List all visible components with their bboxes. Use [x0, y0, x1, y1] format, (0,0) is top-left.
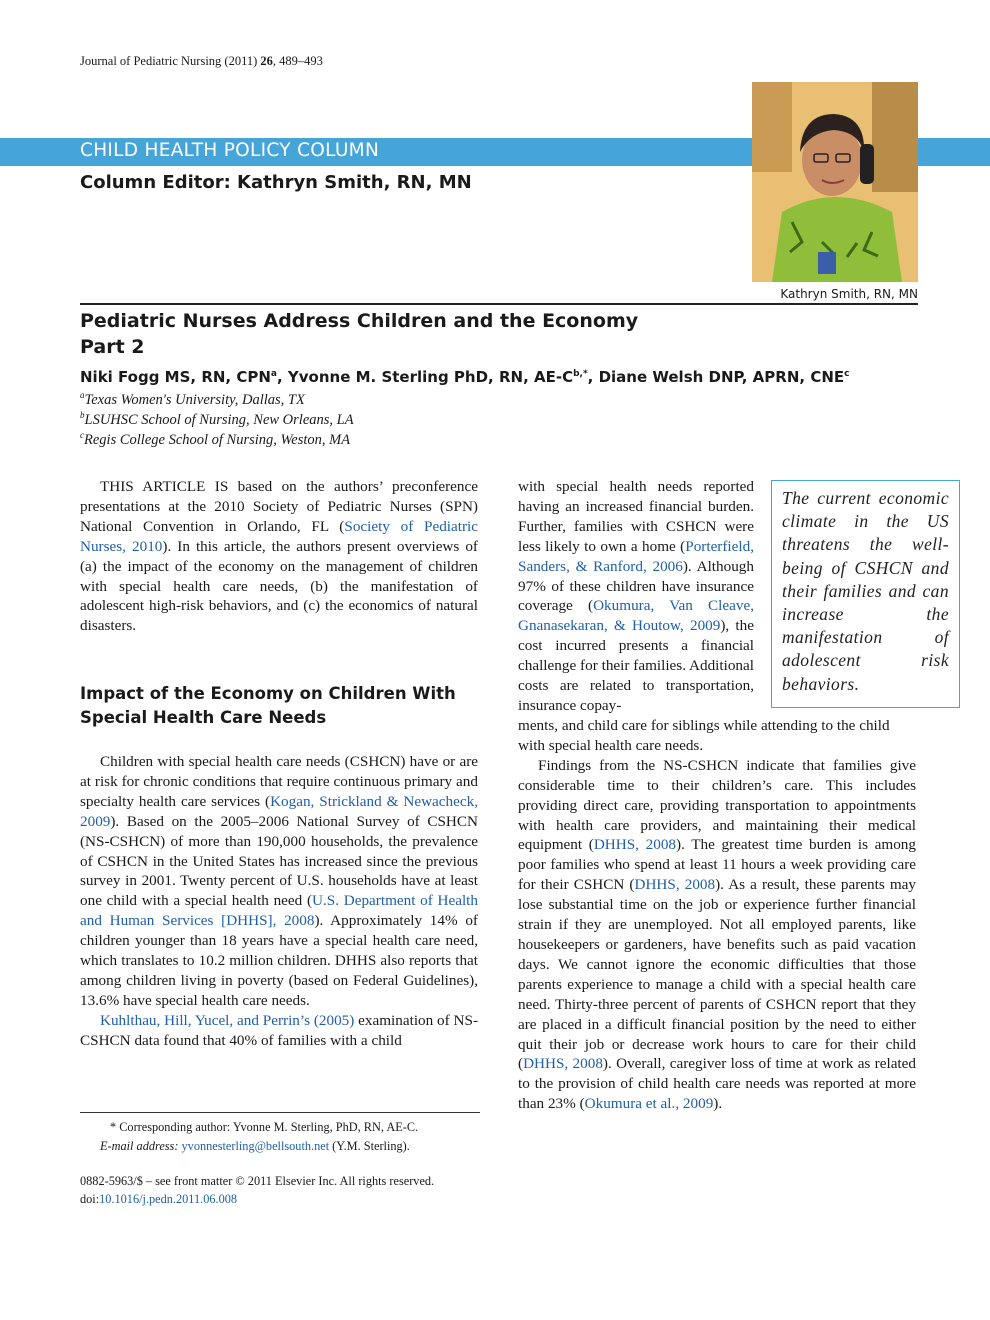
author-affil-mark: c — [844, 369, 850, 379]
body-left-column — [80, 752, 478, 1051]
journal-pages: , 489–493 — [272, 54, 323, 68]
pull-quote-box — [771, 480, 960, 708]
author-affil-mark: a — [270, 369, 277, 379]
article-title — [80, 308, 638, 360]
journal-name: Journal of Pediatric Nursing (2011) — [80, 54, 261, 68]
email-label: E-mail address: — [100, 1139, 182, 1153]
article-title-line2: Part 2 — [80, 336, 145, 358]
section-title: CHILD HEALTH POLICY COLUMN — [80, 140, 380, 161]
article-title-line1: Pediatric Nurses Address Children and the Economy — [80, 310, 639, 332]
pull-quote-text: The current economic climate in the US threatens the well-being of CSHCN and their families and can increase the manifestation of adolescent risk behaviors. — [782, 488, 949, 694]
text-run: examination of NS-CSHCN data found that 40% of families with a child — [80, 1011, 479, 1049]
citation-link[interactable]: U.S. Department of Health and Human Services [DHHS], 2008 — [80, 892, 478, 930]
doi-note — [80, 1192, 237, 1207]
text-run: THIS ARTICLE IS based on the authors’ preconference presentations at the 2010 Society of Pediatric Nurses (SPN) National Convention in Orlando, FL ( — [80, 478, 478, 535]
footnote-rule — [80, 1112, 480, 1113]
affiliation — [80, 432, 350, 449]
text-run: Findings from the NS-CSHCN indicate that families give considerable time to their children’s care. This includes providing direct care, providing transportation to appointments with health care providers, and maintaining their medical equipment ( — [518, 756, 916, 854]
corresponding-author-note: * Corresponding author: Yvonne M. Sterling, PhD, RN, AE-C. — [110, 1120, 419, 1134]
text-run: ), the cost incurred presents a financial challenge for their families. Additional costs are related to transportation, insurance copay- — [518, 617, 754, 714]
citation-link[interactable]: DHHS, 2008 — [523, 1055, 603, 1073]
body-right-column — [518, 716, 916, 1114]
header-rule — [80, 303, 918, 305]
text-run: ). Although 97% of these children have insurance coverage ( — [518, 557, 754, 615]
text-run: ). As a result, these parents may lose substantial time on the job or experience further financial strain if they are unemployed. Not all employed parents, like housekeepers or gardeners, have benefits such as paid vacation days. We cannot ignore the economic difficulties that those parents experience to manage a child with a special health care need. Thirty-three percent of parents of CSHCN report that they are placed in a difficult financial position by the need to either quit their job or decrease work hours to care for their child ( — [518, 876, 916, 1073]
affiliation — [80, 392, 305, 409]
email-suffix: (Y.M. Sterling). — [329, 1139, 410, 1153]
editor-photo — [752, 82, 918, 282]
author-list: Niki Fogg MS, RN, CPN$^a$, Yvonne M. Sterling PhD, RN, $AE-C^{b,*}$, Diane Welsh DNP, APRN, CNE$^c$ — [80, 368, 850, 386]
citation-link[interactable]: DHHS, 2008 — [593, 836, 677, 854]
column-editor: Column Editor: Kathryn Smith, RN, MN — [80, 172, 472, 193]
affil-mark: c — [80, 430, 84, 441]
text-run: ). In this article, the authors present overviews of (a) the impact of the economy on the management of children with special health care needs, (b) the manifestation of adolescent high-risk behaviors, and (c) the economics of natural disasters. — [80, 537, 478, 635]
affil-text: Texas Women's University, Dallas, TX — [84, 392, 305, 408]
affiliation — [80, 412, 354, 429]
text-run: Children with special health care needs (CSHCN) have or are at risk for chronic conditions that require continuous primary and specialty health care services ( — [80, 753, 478, 810]
doi-label: doi: — [80, 1192, 100, 1206]
body-right-column-narrow — [518, 477, 754, 716]
citation-link[interactable]: Society of Pediatric Nurses, 2010 — [80, 517, 479, 555]
citation-link[interactable]: Porterfield, Sanders, & Ranford, 2006 — [518, 537, 754, 575]
email-note — [100, 1139, 410, 1154]
intro-paragraph — [80, 477, 478, 636]
text-run: with special health needs reported having an increased financial burden. Further, families with CSHCN were less likely to own a home ( — [518, 478, 754, 555]
text-run: ). The greatest time burden is among poor families who spend at least 11 hours a week providing care for their CSHCN ( — [518, 836, 916, 894]
author-name: Yvonne M. Sterling PhD, RN, AE-C — [287, 368, 574, 386]
citation-link[interactable]: DHHS, 2008 — [634, 876, 716, 894]
section-heading-line2: Special Health Care Needs — [80, 708, 327, 727]
affil-mark: b — [80, 410, 85, 421]
author-affil-mark: b,* — [573, 369, 588, 379]
photo-caption: Kathryn Smith, RN, MN — [780, 287, 918, 301]
editor-portrait-image — [752, 82, 918, 282]
text-run: ments, and child care for siblings while attending to the child with special health care needs. — [518, 717, 890, 754]
text-run: ). Based on the 2005–2006 National Survey of CSHCN (NS-CSHCN) of more than 190,000 households, the prevalence of CSHCN in the United States has increased since the previous survey in 2001. Twenty percent of U.S. households have at least one child with a special health need ( — [80, 812, 478, 910]
affil-text: LSUHSC School of Nursing, New Orleans, LA — [84, 412, 354, 428]
journal-citation — [80, 54, 323, 69]
affil-text: Regis College School of Nursing, Weston, MA — [84, 432, 351, 448]
text-run: ). — [713, 1095, 723, 1113]
section-heading — [80, 682, 480, 730]
citation-link[interactable]: Kogan, Strickland & Newacheck, 2009 — [80, 792, 478, 830]
email-link[interactable]: yvonnesterling@bellsouth.net — [181, 1139, 330, 1153]
text-run: ). Overall, caregiver loss of time at work as related to the provision of child health care needs was reported at more than 23% ( — [518, 1055, 916, 1113]
text-run: ). Approximately 14% of children younger than 18 years have a special health care need, which translates to 10.2 million children. DHHS also reports that among children living in poverty (based on Federal Guidelines), 13.6% have special health care needs. — [80, 912, 478, 1009]
section-heading-line1: Impact of the Economy on Children With — [80, 684, 456, 703]
author-name: Diane Welsh DNP, APRN, CNE — [598, 368, 845, 386]
citation-link[interactable]: Okumura et al., 2009 — [584, 1095, 714, 1113]
citation-link[interactable]: Okumura, Van Cleave, Gnanasekaran, & Houtow, 2009 — [518, 597, 754, 635]
doi-link[interactable]: 10.1016/j.pedn.2011.06.008 — [99, 1192, 238, 1206]
affil-mark: a — [80, 390, 85, 401]
author-name: Niki Fogg MS, RN, CPN — [80, 368, 271, 386]
citation-link[interactable]: Kuhlthau, Hill, Yucel, and Perrin’s (2005) — [100, 1011, 355, 1029]
journal-volume: 26 — [260, 54, 273, 68]
issn-note: 0882-5963/$ – see front matter © 2011 Elsevier Inc. All rights reserved. — [80, 1174, 435, 1188]
